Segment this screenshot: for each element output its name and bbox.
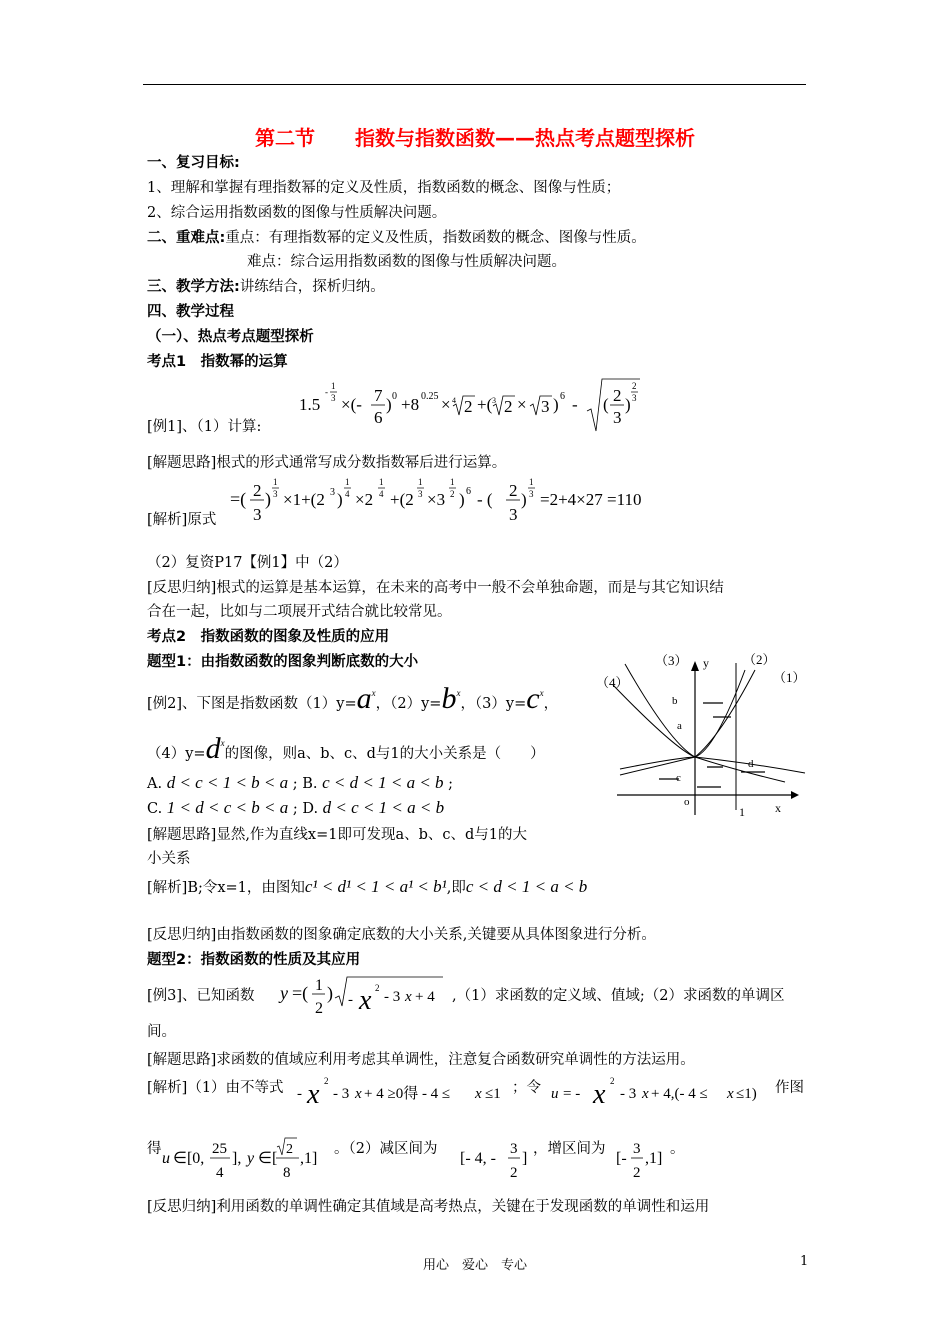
svg-text:0.25: 0.25	[421, 391, 439, 402]
option-d-math: d < c < 1 < a < b	[322, 798, 445, 817]
ex3-sol-d: 得	[147, 1141, 162, 1157]
svg-text:1: 1	[315, 977, 323, 994]
label-b: b	[672, 695, 678, 707]
kd2-type1: 题型1：由指数函数的图象判断底数的大小	[147, 654, 419, 670]
option-c-math: 1 < d < c < b < a	[166, 798, 289, 817]
ex2-line1	[147, 683, 558, 717]
svg-text:1: 1	[331, 381, 336, 391]
section2-hard: 难点：综合运用指数函数的图像与性质解决问题。	[247, 254, 566, 270]
svg-text:2: 2	[613, 386, 622, 405]
svg-text:1: 1	[529, 477, 534, 487]
svg-text:],: ],	[232, 1150, 242, 1167]
svg-text:2: 2	[286, 1142, 293, 1157]
ex3-sol-h: 。	[670, 1141, 685, 1157]
section1-item2: 2、综合运用指数函数的图像与性质解决问题。	[147, 205, 447, 221]
ex2-sol-mid: ,即	[446, 880, 466, 896]
svg-text:4: 4	[379, 489, 384, 499]
ex2-base-b: b	[441, 682, 457, 715]
label-d: d	[748, 758, 754, 770]
svg-text:x: x	[727, 1086, 734, 1102]
label-x: x	[775, 801, 781, 815]
svg-text:x: x	[355, 1086, 362, 1102]
svg-text:×: ×	[441, 395, 451, 414]
svg-text:2: 2	[375, 983, 380, 993]
ex1-solution-formula	[228, 475, 688, 527]
svg-text:2: 2	[315, 1000, 323, 1017]
svg-text:x: x	[359, 985, 372, 1016]
svg-text:4: 4	[452, 396, 456, 405]
label-one: 1	[739, 805, 745, 819]
svg-text:-: -	[348, 992, 353, 1008]
svg-text:×1+(2: ×1+(2	[283, 490, 325, 509]
svg-text:= -: = -	[563, 1086, 581, 1102]
svg-text:): )	[337, 490, 343, 509]
svg-text:y: y	[247, 1150, 255, 1167]
ex2-solution	[147, 877, 587, 898]
svg-text:-: -	[325, 387, 328, 397]
ex2-reflect: [反思归纳]由指数函数的图象确定底数的大小关系,关键要从具体图象进行分析。	[147, 927, 656, 943]
ex2-exp-a: x	[371, 688, 376, 698]
svg-text:1: 1	[379, 477, 384, 487]
page-number: 1	[800, 1254, 809, 1269]
ex2-base-a: a	[356, 682, 372, 715]
ex2-text-e: （4）y=	[147, 746, 206, 762]
footer-text: 用心 爱心 专心	[422, 1258, 527, 1273]
svg-text:+8: +8	[401, 395, 420, 414]
ex2-text-d: ，	[543, 696, 559, 712]
curve-a	[613, 670, 755, 757]
ex3-formula	[278, 969, 450, 1021]
option-b-label: B.	[302, 776, 318, 792]
ex1-part2: （2）复资P17【例1】中（2）	[147, 555, 348, 571]
option-b-math: c < d < 1 < a < b	[322, 773, 444, 792]
ex3-sol-g: ，增区间为	[533, 1141, 606, 1157]
svg-text:6: 6	[374, 408, 383, 427]
section1-item1: 1、理解和掌握有理指数幂的定义及性质，指数函数的概念、图像与性质；	[147, 180, 621, 196]
label-c: c	[676, 772, 681, 784]
svg-text:x: x	[593, 1079, 606, 1110]
ex1-label: [例1]、（1）计算:	[147, 419, 262, 435]
svg-text:∈[: ∈[	[258, 1150, 278, 1167]
ex2-sol-math1: c¹ < d¹ < 1 < a¹ < b¹	[304, 877, 447, 896]
svg-text:- 3: - 3	[384, 989, 401, 1005]
x-axis-arrow	[791, 791, 799, 799]
section2-key: 重点：有理指数幂的定义及性质，指数函数的概念、图像与性质。	[225, 230, 646, 246]
svg-text:3: 3	[529, 489, 534, 499]
exp-graph	[595, 645, 815, 820]
svg-text:,1]: ,1]	[645, 1150, 663, 1167]
svg-text:+(2: +(2	[390, 490, 414, 509]
svg-text:=(: =(	[230, 489, 247, 509]
svg-text:(: (	[603, 395, 609, 414]
svg-text:×3: ×3	[427, 490, 446, 509]
ex1-idea: [解题思路]根式的形式通常写成分数指数幂后进行运算。	[147, 455, 507, 471]
kd2-head: 考点2 指数函数的图象及性质的应用	[147, 629, 390, 645]
kd2-type2: 题型2：指数函数的性质及其应用	[147, 952, 361, 968]
svg-text:+ 4 ≥0得 - 4 ≤: + 4 ≥0得 - 4 ≤	[364, 1086, 451, 1102]
label-a: a	[677, 720, 682, 732]
ex2-text-a: [例2]、下图是指数函数（1）y=	[147, 696, 357, 712]
svg-text:u: u	[551, 1086, 559, 1102]
section2-key-line	[147, 228, 646, 248]
ex2-idea-1: [解题思路]显然,作为直线x=1即可发现a、b、c、d与1的大	[147, 827, 528, 843]
svg-text:): )	[521, 490, 527, 509]
option-d-label: D.	[302, 801, 319, 817]
ex2-text-f: 的图像，则a、b、c、d与1的大小关系是（ ）	[224, 746, 545, 762]
svg-text:=(: =(	[292, 983, 309, 1003]
svg-text:): )	[386, 395, 392, 414]
title-text: 指数与指数函数——热点考点题型探析	[355, 126, 695, 150]
ex2-base-d: d	[205, 732, 221, 765]
option-c-label: C.	[147, 801, 163, 817]
svg-text:): )	[265, 489, 271, 509]
label-curve-4: （4）	[596, 675, 629, 690]
label-o: o	[684, 796, 690, 808]
ex1-reflect-1: [反思归纳]根式的运算是基本运算，在未来的高考中一般不会单独命题，而是与其它知识结	[147, 580, 724, 596]
ex3-sol-a: [解析]（1）由不等式	[147, 1080, 284, 1096]
option-a-math: d < c < 1 < b < a	[166, 773, 289, 792]
section3-text: 讲练结合，探析归纳。	[239, 279, 385, 295]
ex2-exp-d: x	[220, 738, 225, 748]
svg-text:2: 2	[253, 481, 262, 500]
ex3-increasing-interval	[616, 1133, 676, 1185]
section4-head: 四、教学过程	[147, 304, 234, 320]
svg-text:1: 1	[450, 477, 455, 487]
svg-text:[-: [-	[616, 1150, 627, 1167]
section3-line	[147, 277, 385, 297]
svg-text:∈[0,: ∈[0,	[173, 1150, 205, 1167]
svg-text:2: 2	[450, 489, 455, 499]
svg-text:7: 7	[374, 386, 383, 405]
svg-text:u: u	[162, 1150, 170, 1167]
svg-text:×: ×	[517, 395, 527, 414]
ex2-idea-2: 小关系	[147, 851, 191, 867]
svg-text:2: 2	[324, 1076, 329, 1086]
curve-b	[625, 664, 745, 757]
svg-text:0: 0	[392, 391, 397, 402]
svg-text:6: 6	[560, 391, 565, 402]
ex1-solution-label: [解析]原式	[147, 512, 217, 528]
svg-text:-: -	[572, 395, 578, 414]
ex3-idea: [解题思路]求函数的值域应利用考虑其单调性，注意复合函数研究单调性的方法运用。	[147, 1052, 695, 1068]
svg-text:3: 3	[253, 505, 262, 524]
svg-text:3: 3	[330, 487, 335, 498]
ex3-sol-c: 作图	[775, 1080, 804, 1096]
title-section: 第二节	[255, 126, 315, 150]
svg-text:x: x	[405, 989, 412, 1005]
ex3-sol-e: 。（2）减区间为	[334, 1141, 438, 1157]
ex3-range-formula	[162, 1133, 342, 1185]
ex3-sol-b: ；令	[512, 1080, 541, 1096]
ex3-text-b: ,（1）求函数的定义域、值域;（2）求函数的单调区	[452, 988, 785, 1004]
ex2-exp-b: x	[456, 688, 461, 698]
ex2-options-ab: A. d < c < 1 < b < a ; B. c < d < 1 < a < b ;	[147, 773, 454, 792]
svg-text:3: 3	[418, 489, 423, 499]
svg-text:3: 3	[541, 397, 550, 416]
svg-text:+ 4,(- 4 ≤: + 4,(- 4 ≤	[651, 1086, 708, 1102]
svg-text:=2+4×27 =110: =2+4×27 =110	[540, 490, 642, 509]
svg-text:x: x	[307, 1079, 320, 1110]
curve-d	[620, 757, 805, 775]
svg-text:≤1: ≤1	[485, 1086, 501, 1102]
kd1-head: 考点1 指数幂的运算	[147, 354, 288, 370]
svg-text:): )	[625, 395, 631, 414]
svg-text:2: 2	[510, 1165, 518, 1181]
section4-sub: （一）、热点考点题型探析	[147, 329, 314, 345]
ex2-options-cd: C. 1 < d < c < b < a ; D. d < c < 1 < a < b	[147, 798, 445, 817]
svg-text:- (: - (	[477, 490, 493, 509]
svg-text:3: 3	[633, 1141, 641, 1157]
svg-text:4: 4	[345, 489, 350, 499]
svg-text:x: x	[642, 1086, 649, 1102]
svg-text:,1]: ,1]	[300, 1150, 318, 1167]
svg-text:[- 4, -: [- 4, -	[460, 1150, 496, 1167]
svg-text:8: 8	[283, 1165, 291, 1181]
svg-text:2: 2	[633, 1165, 641, 1181]
ex2-text-c: ，（3）y=	[460, 696, 527, 712]
ex3-text-a: [例3]、已知函数	[147, 988, 255, 1004]
section3-head: 三、教学方法:	[147, 279, 240, 295]
svg-text:): )	[459, 490, 465, 509]
svg-text:3: 3	[331, 393, 336, 403]
svg-text:1: 1	[273, 477, 278, 487]
svg-text:): )	[553, 395, 559, 414]
ex2-sol-math2: c < d < 1 < a < b	[465, 877, 588, 896]
svg-text:4: 4	[216, 1165, 224, 1181]
svg-text:1: 1	[418, 477, 423, 487]
svg-text:3: 3	[492, 396, 496, 405]
ex2-line2	[147, 733, 545, 767]
ex1-formula	[295, 375, 665, 435]
ex2-text-b: ，（2）y=	[375, 696, 442, 712]
svg-text:x: x	[475, 1086, 482, 1102]
ex3-reflect: [反思归纳]利用函数的单调性确定其值域是高考热点，关键在于发现函数的单调性和运用	[147, 1199, 710, 1215]
svg-text:3: 3	[273, 489, 278, 499]
section1-head: 一、复习目标:	[147, 155, 240, 171]
svg-text:y: y	[280, 983, 288, 1003]
svg-text:- 3: - 3	[333, 1086, 350, 1102]
page-title	[0, 122, 950, 151]
y-axis-arrow	[691, 661, 699, 671]
svg-text:- 3: - 3	[620, 1086, 637, 1102]
svg-text:1: 1	[345, 477, 350, 487]
svg-text:2: 2	[610, 1076, 615, 1086]
svg-text:3: 3	[613, 408, 622, 427]
svg-text:25: 25	[212, 1141, 227, 1157]
label-y: y	[703, 656, 709, 670]
svg-text:]: ]	[522, 1150, 528, 1167]
svg-text:): )	[327, 983, 333, 1003]
ex3-ineq-formula	[297, 1070, 522, 1112]
section2-head: 二、重难点:	[147, 230, 226, 246]
svg-text:1.5: 1.5	[299, 395, 321, 414]
ex2-exp-c: x	[539, 688, 544, 698]
svg-text:+ 4: + 4	[415, 989, 435, 1005]
ex3-text-c: 间。	[147, 1024, 176, 1040]
svg-text:2: 2	[509, 481, 518, 500]
label-curve-2: （2）	[743, 652, 776, 667]
svg-text:×(-: ×(-	[341, 395, 362, 414]
svg-text:3: 3	[509, 505, 518, 524]
ex3-u-formula	[551, 1070, 773, 1112]
ex2-sol-text: [解析]B;令x=1，由图知	[147, 880, 305, 896]
svg-text:-: -	[297, 1086, 302, 1102]
svg-text:+(: +(	[477, 395, 493, 414]
svg-text:2: 2	[464, 397, 473, 416]
label-curve-3: （3）	[655, 653, 688, 668]
ex2-base-c: c	[526, 682, 540, 715]
ex1-reflect-2: 合在一起，比如与二项展开式结合就比较常见。	[147, 604, 452, 620]
svg-text:×2: ×2	[355, 490, 374, 509]
svg-text:≤1): ≤1)	[736, 1086, 757, 1102]
svg-text:2: 2	[504, 397, 513, 416]
svg-text:3: 3	[632, 393, 637, 403]
svg-text:2: 2	[632, 381, 637, 391]
ex3-decreasing-interval	[460, 1133, 530, 1185]
svg-text:3: 3	[510, 1141, 518, 1157]
header-rule	[143, 84, 806, 85]
option-a-label: A.	[147, 776, 163, 792]
label-curve-1: （1）	[773, 670, 806, 685]
svg-text:6: 6	[466, 486, 471, 497]
